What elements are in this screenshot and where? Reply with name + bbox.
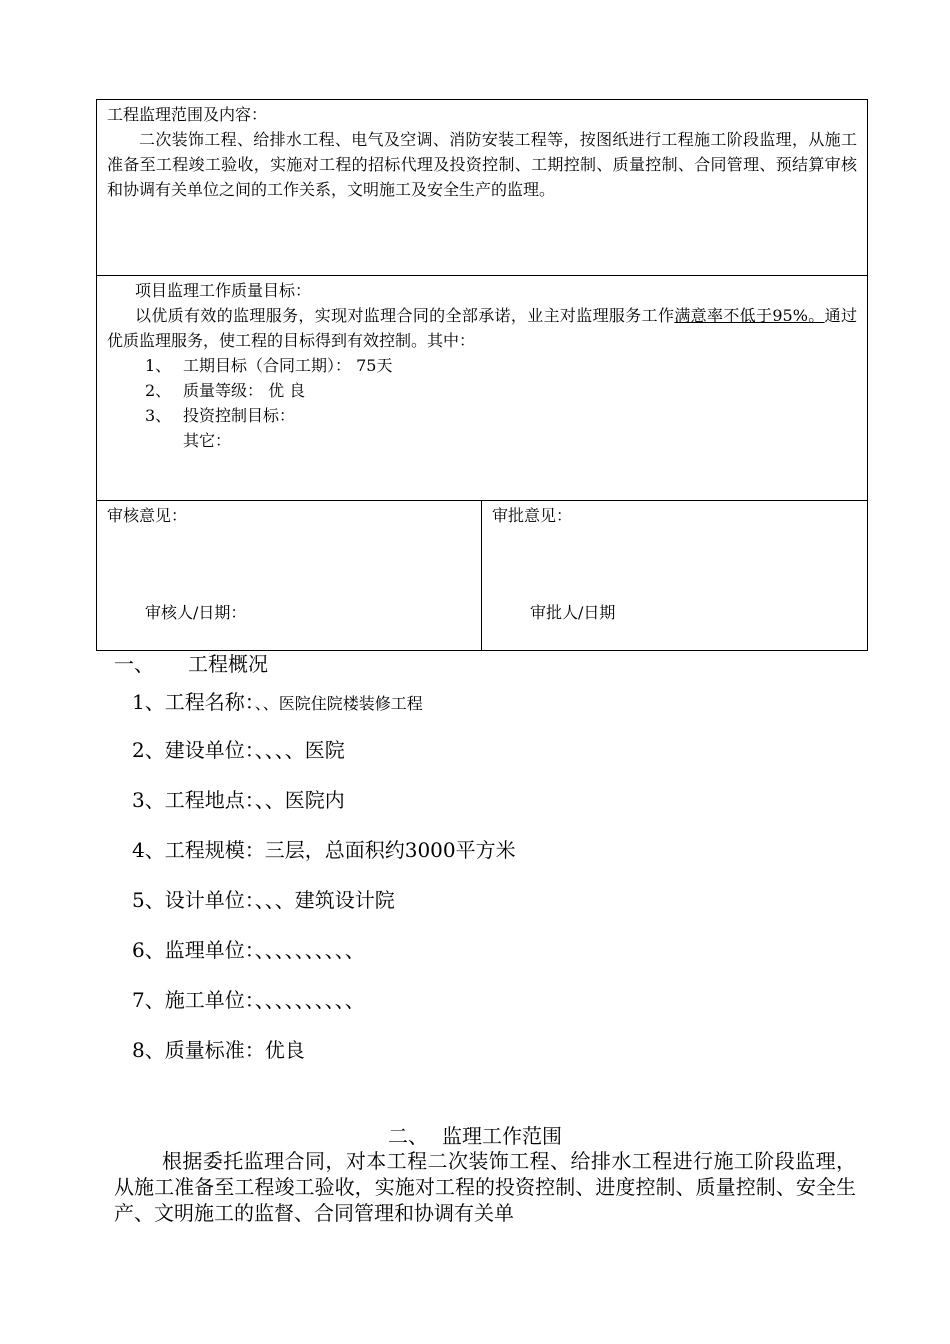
approval-opinion-label: 审批意见： [492, 506, 573, 525]
item-label: 7、施工单位： [132, 988, 255, 1012]
overview-item-quality-standard [132, 1036, 305, 1064]
item-label: 2、建设单位： [132, 738, 255, 762]
approver-signature-label: 审批人/日期 [530, 603, 616, 622]
item-number: 1、 [145, 356, 172, 375]
supervision-form-table [96, 99, 868, 651]
section2-number: 二、 [388, 1124, 428, 1148]
item-text: 工期目标（合同工期）： 75天 [183, 356, 393, 375]
item-number: 2、 [145, 381, 172, 400]
item-label: 3、工程地点： [132, 788, 255, 812]
review-opinion-label: 审核意见： [107, 506, 188, 525]
section2-title: 监理工作范围 [442, 1124, 562, 1148]
item-value: 、、、、、、、、、、 [254, 938, 365, 962]
section2-body: 根据委托监理合同，对本工程二次装饰工程、给排水工程进行施工阶段监理，从施工准备至工程竣工验收，实施对工程的投资控制、进度控制、质量控制、安全生产、文明施工的监督、合同管理和协调有关单 [114, 1149, 856, 1225]
item-label: 4、工程规模： [132, 838, 265, 862]
item-value: 、、、建筑设计院 [254, 888, 395, 912]
scope-cell [97, 100, 867, 276]
item-number: 3、 [145, 406, 172, 425]
review-opinion-cell [97, 501, 482, 650]
item-value: 优良 [264, 1038, 305, 1062]
item-label: 5、设计单位： [132, 888, 255, 912]
satisfaction-target: 满意率不低于95%。 [674, 306, 825, 325]
item-label: 8、质量标准： [132, 1038, 265, 1062]
overview-item-designer [132, 886, 395, 914]
overview-item-project-name [132, 688, 423, 718]
section2-heading [0, 1122, 950, 1150]
reviewer-signature-label: 审核人/日期： [145, 603, 247, 622]
overview-item-owner [132, 736, 345, 764]
quality-item-schedule [107, 353, 857, 378]
quality-item-other: 其它： [183, 431, 232, 450]
approval-opinion-cell [482, 501, 867, 650]
item-label: 1、工程名称： [132, 690, 255, 714]
overview-item-contractor [132, 986, 365, 1014]
overview-item-supervisor [132, 936, 365, 964]
item-text: 投资控制目标： [183, 406, 296, 425]
overview-item-scale [132, 836, 516, 864]
overview-title: 工程概况 [188, 652, 268, 676]
item-value: 、、、、、、、、、、 [254, 988, 365, 1012]
quality-item-investment [107, 403, 857, 428]
overview-number: 一、 [114, 652, 154, 676]
quality-intro-before: 以优质有效的监理服务，实现对监理合同的全部承诺，业主对监理服务工作 [135, 306, 675, 325]
scope-body: 二次装饰工程、给排水工程、电气及空调、消防安装工程等，按图纸进行工程施工阶段监理，从施工准备至工程竣工验收，实施对工程的招标代理及投资控制、工期控制、质量控制、合同管理、预结算审核和协调有关单位之间的工作关系，文明施工及安全生产的监理。 [107, 130, 857, 199]
opinion-row [97, 501, 867, 650]
quality-intro [107, 303, 857, 353]
item-value: 三层，总面积约3000平方米 [264, 838, 516, 862]
quality-intro-after: 通过优质监理服务，使工程的目标得到有效控制。其中： [107, 306, 857, 350]
scope-title: 工程监理范围及内容： [107, 105, 268, 124]
quality-cell [97, 276, 867, 501]
overview-heading [114, 650, 268, 678]
quality-title: 项目监理工作质量目标： [135, 281, 312, 300]
overview-item-location [132, 786, 345, 814]
item-text: 质量等级： 优 良 [183, 381, 306, 400]
quality-item-grade [107, 378, 857, 403]
item-value: 、、医院内 [254, 788, 345, 812]
item-value: 、、、、医院 [254, 738, 345, 762]
item-label: 6、监理单位： [132, 938, 255, 962]
item-value: 、、医院住院楼装修工程 [254, 694, 423, 713]
